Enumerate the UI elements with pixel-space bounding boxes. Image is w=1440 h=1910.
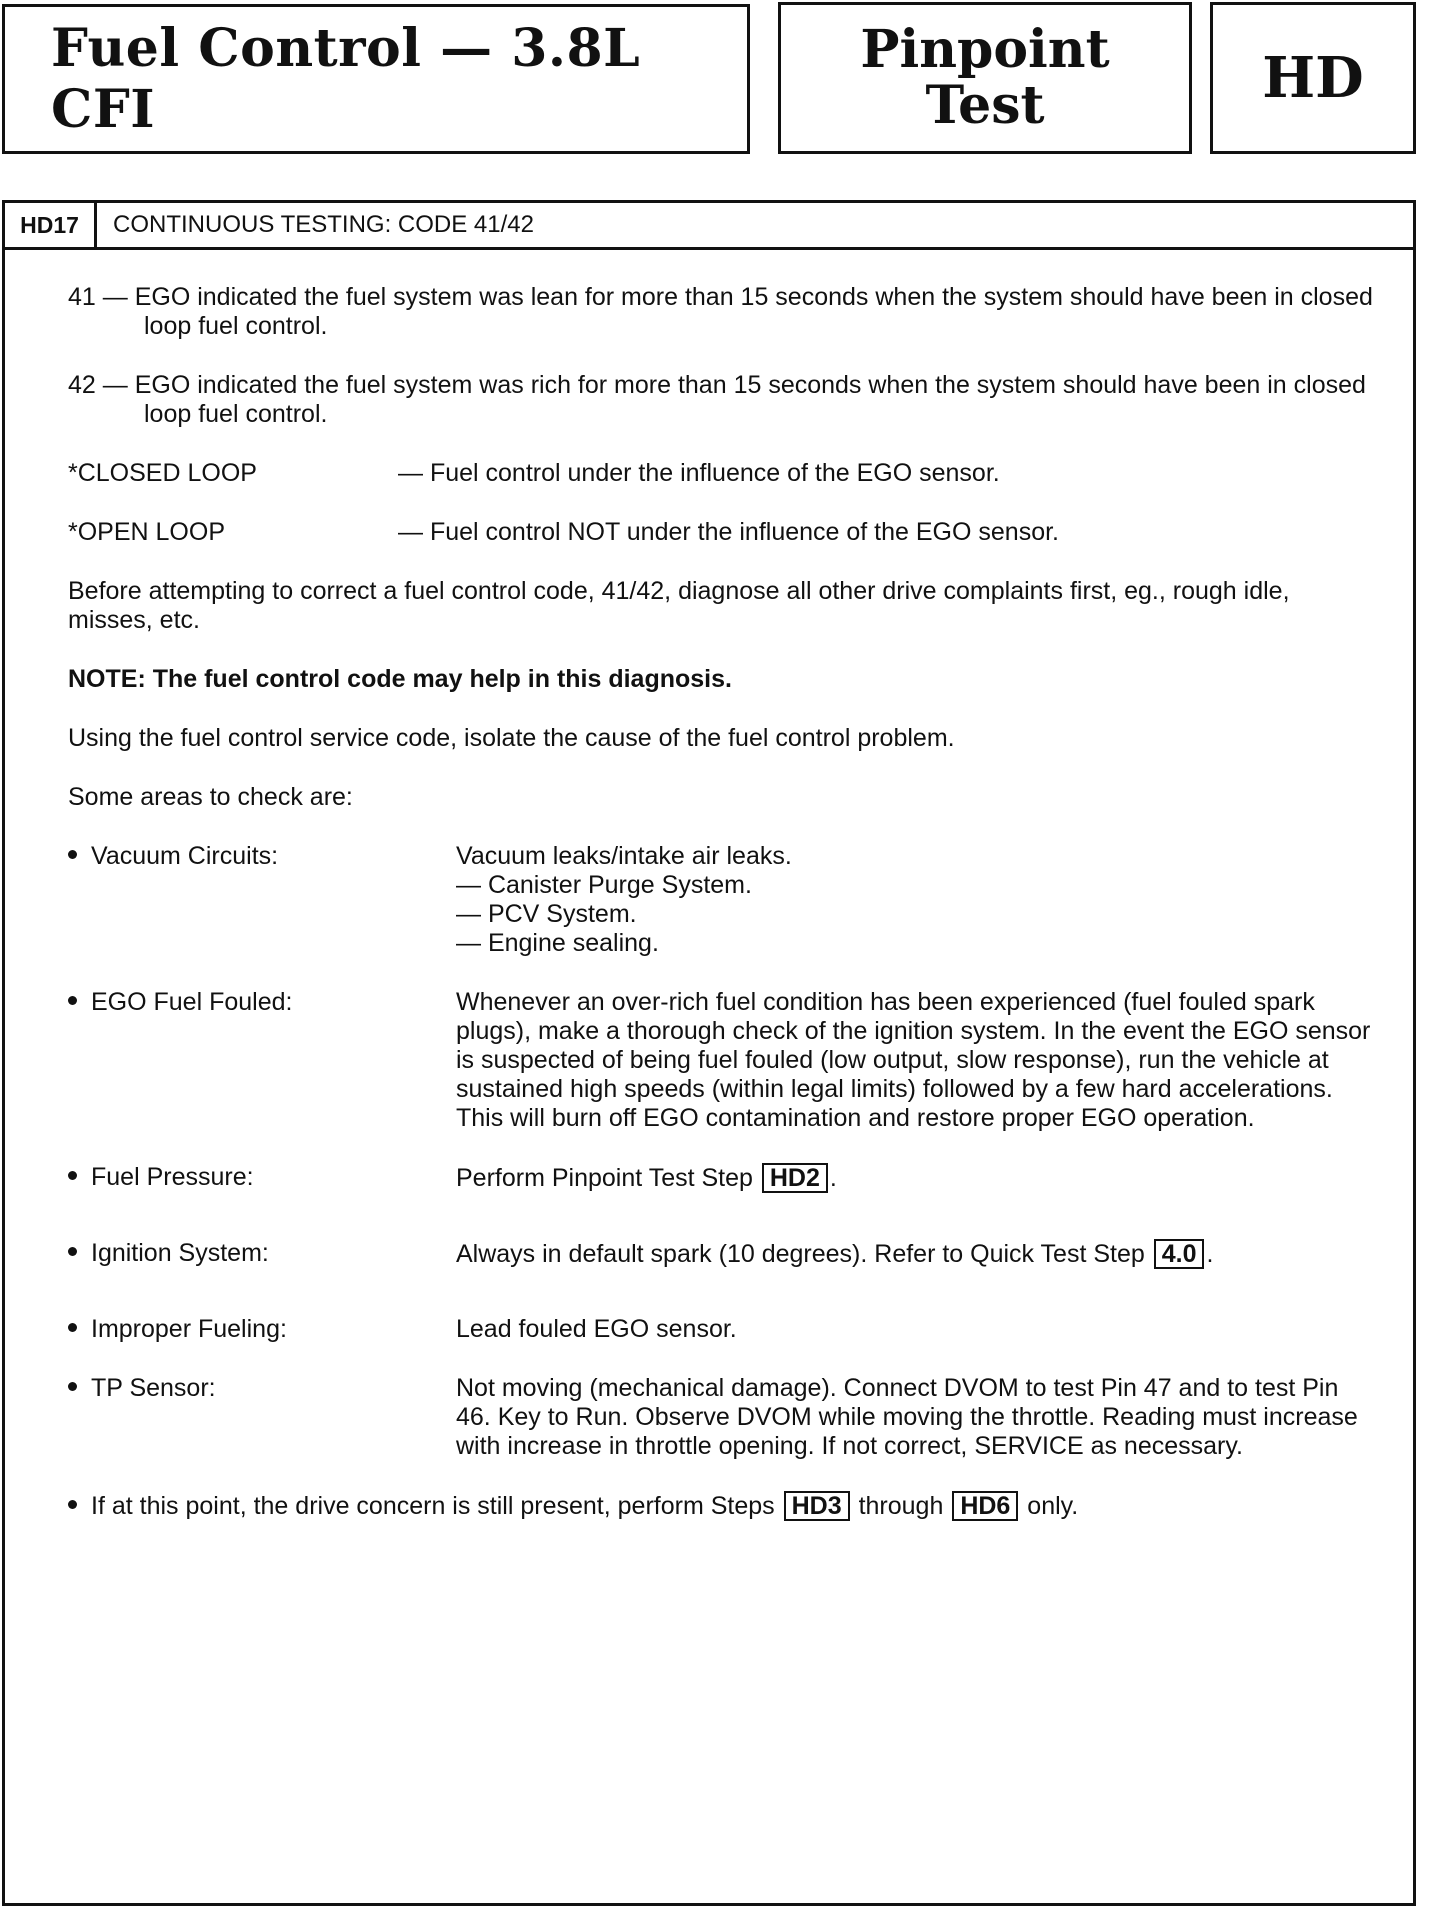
- definition-term: *CLOSED LOOP: [68, 459, 257, 487]
- check-label: Fuel Pressure:: [91, 1163, 254, 1191]
- check-item-vacuum: [68, 842, 1378, 958]
- check-text: Always in default spark (10 degrees). Refer to Quick Test Step: [456, 1240, 1145, 1268]
- step-ref-hd6[interactable]: HD6: [952, 1491, 1018, 1521]
- check-item-improper-fueling: [68, 1315, 1378, 1344]
- bullet-icon: [68, 996, 77, 1005]
- check-label: Ignition System:: [91, 1239, 269, 1267]
- step-content: [68, 283, 1378, 1551]
- check-item-ignition: [68, 1239, 1378, 1269]
- check-text: Not moving (mechanical damage). Connect DVOM to test Pin 47 and to test Pin 46. Key to Run. Observe DVOM while moving the throttle. Reading must increase with increase in throttle opening. If not correct, SERVICE as necessary.: [456, 1374, 1358, 1460]
- final-text: If at this point, the drive concern is still present, perform Steps: [91, 1492, 775, 1520]
- final-text: only.: [1027, 1492, 1079, 1520]
- check-text: Whenever an over-rich fuel condition has been experienced (fuel fouled spark plugs), make a thorough check of the ignition system. In the event the EGO sensor is suspected of being fuel fouled (low output, slow response), run the vehicle at sustained high speeds (within legal limits) followed by a few hard accelerations. This will burn off EGO contamination and restore proper EGO operation.: [456, 988, 1371, 1132]
- bullet-icon: [68, 1247, 77, 1256]
- final-text: through: [858, 1492, 944, 1520]
- punctuation: .: [829, 1164, 837, 1192]
- check-line: — PCV System.: [456, 900, 637, 928]
- check-item-fuel-pressure: [68, 1163, 1378, 1193]
- check-label: TP Sensor:: [91, 1374, 216, 1402]
- definition-text: — Fuel control NOT under the influence of the EGO sensor.: [398, 518, 1059, 546]
- closed-loop-definition: [68, 459, 1378, 488]
- code-42-description: 42 — EGO indicated the fuel system was rich for more than 15 seconds when the system should have been in closed loop fuel control.: [68, 371, 1366, 428]
- test-step-panel: [2, 200, 1416, 1906]
- check-text: Lead fouled EGO sensor.: [456, 1315, 737, 1343]
- check-line: — Engine sealing.: [456, 929, 659, 957]
- header-title-box: [2, 4, 750, 154]
- check-text: Perform Pinpoint Test Step: [456, 1164, 753, 1192]
- page-title: Fuel Control — 3.8L CFI: [51, 18, 641, 140]
- pinpoint-label: Pinpoint: [860, 19, 1110, 80]
- open-loop-definition: [68, 518, 1378, 547]
- bullet-icon: [68, 1382, 77, 1391]
- step-ref-4-0[interactable]: 4.0: [1154, 1239, 1205, 1269]
- bullet-icon: [68, 1500, 77, 1509]
- definition-text: — Fuel control under the influence of the EGO sensor.: [398, 459, 1000, 487]
- before-paragraph: Before attempting to correct a fuel control code, 41/42, diagnose all other drive complaints first, eg., rough idle, misses, etc.: [68, 577, 1290, 634]
- step-ref-hd2[interactable]: HD2: [762, 1163, 828, 1193]
- step-ref-hd3[interactable]: HD3: [784, 1491, 850, 1521]
- bullet-icon: [68, 850, 77, 859]
- areas-intro: Some areas to check are:: [68, 783, 353, 811]
- code-41-description: 41 — EGO indicated the fuel system was lean for more than 15 seconds when the system should have been in closed loop fuel control.: [68, 283, 1373, 340]
- using-paragraph: Using the fuel control service code, isolate the cause of the fuel control problem.: [68, 724, 955, 752]
- section-code: HD: [1262, 45, 1364, 111]
- header-pinpoint-box: [778, 2, 1192, 154]
- check-label: Vacuum Circuits:: [91, 842, 279, 870]
- final-instruction: [68, 1491, 1378, 1521]
- check-item-ego-fouled: [68, 988, 1378, 1133]
- note: NOTE: The fuel control code may help in this diagnosis.: [68, 665, 732, 693]
- header-code-box: [1210, 2, 1416, 154]
- bullet-icon: [68, 1323, 77, 1332]
- test-label: Test: [925, 75, 1045, 136]
- check-line: Vacuum leaks/intake air leaks.: [456, 842, 792, 870]
- punctuation: .: [1206, 1240, 1214, 1268]
- step-title: CONTINUOUS TESTING: CODE 41/42: [113, 211, 534, 238]
- check-item-tp-sensor: [68, 1374, 1378, 1461]
- step-header: [5, 203, 1413, 250]
- check-line: — Canister Purge System.: [456, 871, 752, 899]
- check-label: EGO Fuel Fouled:: [91, 988, 293, 1016]
- definition-term: *OPEN LOOP: [68, 518, 225, 546]
- step-id: HD17: [5, 203, 97, 247]
- bullet-icon: [68, 1171, 77, 1180]
- check-label: Improper Fueling:: [91, 1315, 287, 1343]
